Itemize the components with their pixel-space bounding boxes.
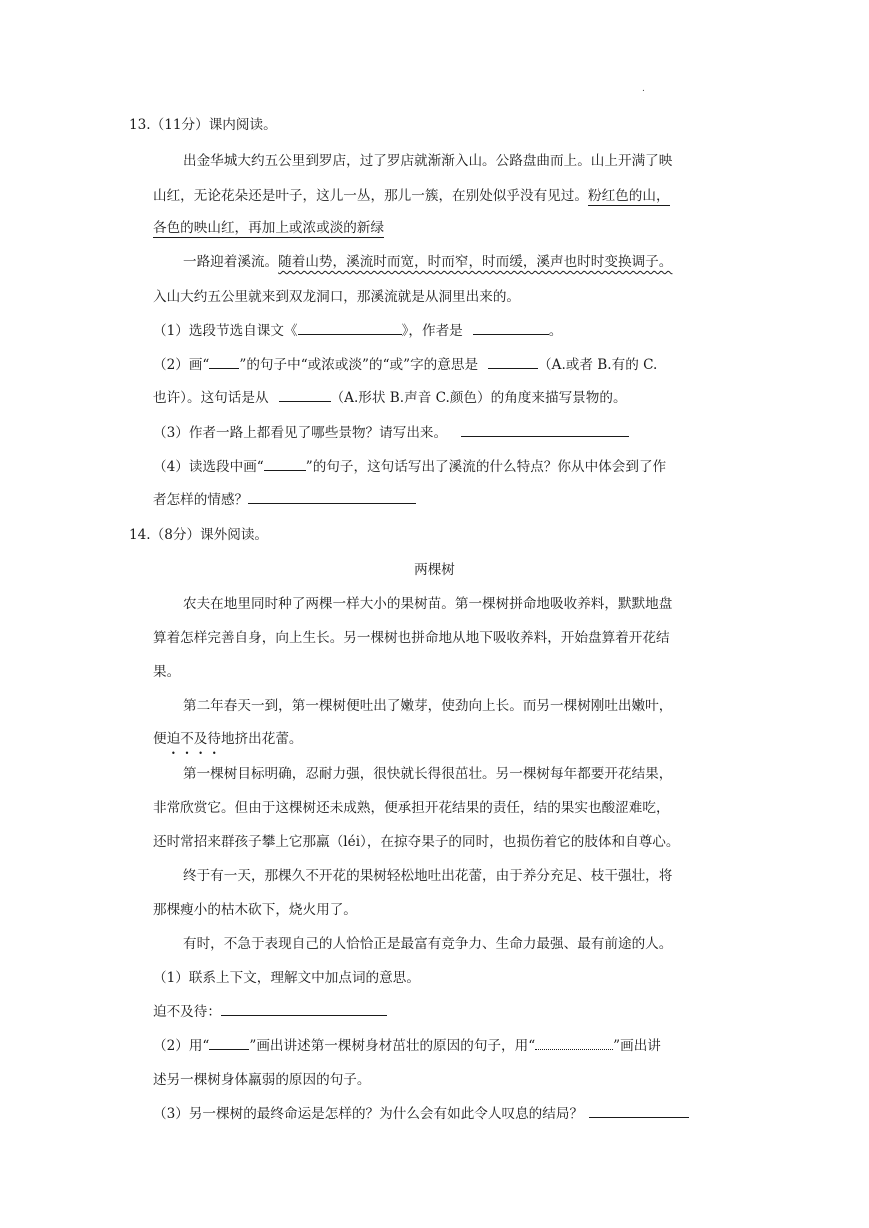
q14-p2-line2: [153, 727, 303, 747]
q13-sub4-text-a: （4）读选段中画“: [153, 459, 264, 475]
q14-p4-line1: 终于有一天，那棵久不开花的果树轻松地吐出花蕾，由于养分充足、枝干强壮，将: [183, 868, 673, 884]
q13-p2-line2: 入山大约五公里就来到双龙洞口，那溪流就是从洞里出来的。: [153, 289, 521, 305]
q13-sub2-line-sample: [209, 358, 239, 369]
q13-sub2-text-c: （A.或者 B.有的 C.: [538, 357, 658, 373]
q14-sub2-line2: 述另一棵树身体羸弱的原因的句子。: [153, 1072, 371, 1088]
q14-sub3: [153, 1102, 689, 1122]
q14-heading: 14.（8分）课外阅读。: [129, 527, 269, 543]
q14-sub3-answer-blank[interactable]: [589, 1103, 689, 1118]
q13-sub3: [153, 421, 629, 441]
q14-p2-line1: 第二年春天一到，第一棵树便吐出了嫩芽，使劲向上长。而另一棵树刚吐出嫩叶，: [183, 698, 673, 714]
q14-sub3-text: （3）另一棵树的最终命运是怎样的？为什么会有如此令人叹息的结局？: [153, 1106, 584, 1122]
q13-p1-line2-plain: 山红，无论花朵还是叶子，这儿一丛，那儿一簇，在别处似乎没有见过。: [153, 188, 588, 204]
q13-sub4-text-b: ”的句子，这句话写出了溪流的什么特点？你从中体会到了作: [305, 459, 667, 475]
q14-p3-line2: 非常欣赏它。但由于这棵树还未成熟，便承担开花结果的责任，结的果实也酸涩难吃，: [153, 800, 670, 816]
q14-sub1-term-line: [153, 1000, 387, 1020]
q14-dotted-char: 待: [207, 731, 221, 747]
q14-p1-line2: 算着怎样完善自身，向上生长。另一棵树也拼命地从地下吸收养料，开始盘算着开花结: [153, 630, 670, 646]
q14-sub2-text-c: ”画出讲: [613, 1038, 661, 1054]
q13-sub2-text-b: ”的句子中“或浓或淡”的“或”字的意思是: [239, 357, 479, 373]
q14-p5: 有时，不急于表现自己的人恰恰正是最富有竞争力、生命力最强、最有前途的人。: [183, 936, 673, 952]
q13-sub4-line1: [153, 455, 666, 475]
q13-heading: 13.（11分）课内阅读。: [129, 117, 277, 133]
q13-sub2-line1: [153, 353, 657, 373]
q14-sub2-wavy-sample: [535, 1039, 613, 1050]
q13-sub1-text-a: （1）选段节选自课文《: [153, 323, 298, 339]
header-dot: .: [642, 84, 645, 94]
q13-p2-line1: [183, 250, 672, 270]
q14-dotted-char: 不: [180, 731, 194, 747]
q14-p1-line1: 农夫在地里同时种了两棵一样大小的果树苗。第一棵树拼命地吸收养料，默默地盘: [183, 596, 673, 612]
q14-p2-text-b: 地挤出花蕾。: [220, 731, 303, 747]
q13-sub1-text-b: 》，作者是: [401, 323, 463, 339]
q14-p3-line1: 第一棵树目标明确，忍耐力强，很快就长得很茁壮。另一棵树每年都要开花结果，: [183, 766, 673, 782]
q13-wavy-sentence: 随着山势，溪流时而宽，时而窄，时而缓，溪声也时时变换调子。: [278, 254, 673, 270]
q14-p4-line2: 那棵瘦小的枯木砍下，烧火用了。: [153, 902, 357, 918]
q13-sub4-answer-blank[interactable]: [248, 489, 416, 504]
q14-sub2-line1: [153, 1034, 661, 1054]
q14-dotted-char: 迫: [166, 731, 181, 747]
q13-underlined-sentence-part2: 各色的映山红，再加上或浓或淡的新绿: [153, 220, 385, 236]
q13-sub2-text-e: （A.形状 B.声音 C.颜色）的角度来描写景物的。: [330, 390, 627, 406]
q13-sub2-text-d: 也许）。这句话是从: [153, 390, 269, 406]
q13-sub2-meaning-blank[interactable]: [488, 354, 538, 369]
q13-p1-line3: [153, 216, 384, 236]
q14-p3-line3: 还时常招来群孩子攀上它那羸（léi），在掠夺果子的同时，也损伤着它的肢体和自尊心。: [153, 834, 680, 850]
q14-dotted-word: [167, 731, 221, 747]
q13-sub2-angle-blank[interactable]: [279, 387, 331, 402]
q13-sub1-title-blank[interactable]: [298, 320, 402, 335]
q14-sub1-answer-blank[interactable]: [221, 1001, 387, 1016]
q13-sub3-text: （3）作者一路上都看见了哪些景物？请写出来。: [153, 425, 448, 441]
q13-sub1-author-blank[interactable]: [473, 320, 549, 335]
q14-sub1-term: 迫不及待：: [153, 1004, 221, 1020]
q14-story-title: 两棵树: [414, 562, 455, 578]
q13-sub1-text-c: 。: [548, 323, 563, 339]
q13-p1-line2: [153, 184, 670, 204]
q13-p1-line1: 出金华城大约五公里到罗店，过了罗店就渐渐入山。公路盘曲而上。山上开满了映: [183, 153, 673, 169]
q13-sub2-text-a: （2）画“: [153, 357, 210, 373]
q13-sub4-text-c: 者怎样的情感？: [153, 492, 249, 508]
q14-sub1: （1）联系上下文，理解文中加点词的意思。: [153, 970, 420, 986]
q14-sub2-text-a: （2）用“: [153, 1038, 210, 1054]
q14-sub2-text-b: ”画出讲述第一棵树身材茁壮的原因的句子，用“: [249, 1038, 536, 1054]
q13-sub3-answer-blank[interactable]: [461, 422, 629, 437]
q14-p1-line3: 果。: [153, 664, 181, 680]
q13-underlined-sentence-part1: 粉红色的山，: [588, 188, 670, 204]
q13-p2-plain: 一路迎着溪流。: [183, 254, 279, 270]
q13-sub4-line-sample: [264, 460, 306, 471]
q14-dotted-char: 及: [193, 731, 208, 747]
q14-p2-text-a: 便: [153, 731, 167, 747]
q13-sub1: [153, 319, 562, 339]
q13-sub4-line2: [153, 488, 416, 508]
q13-sub2-line2: [153, 386, 627, 406]
q14-sub2-line-sample: [209, 1039, 249, 1050]
